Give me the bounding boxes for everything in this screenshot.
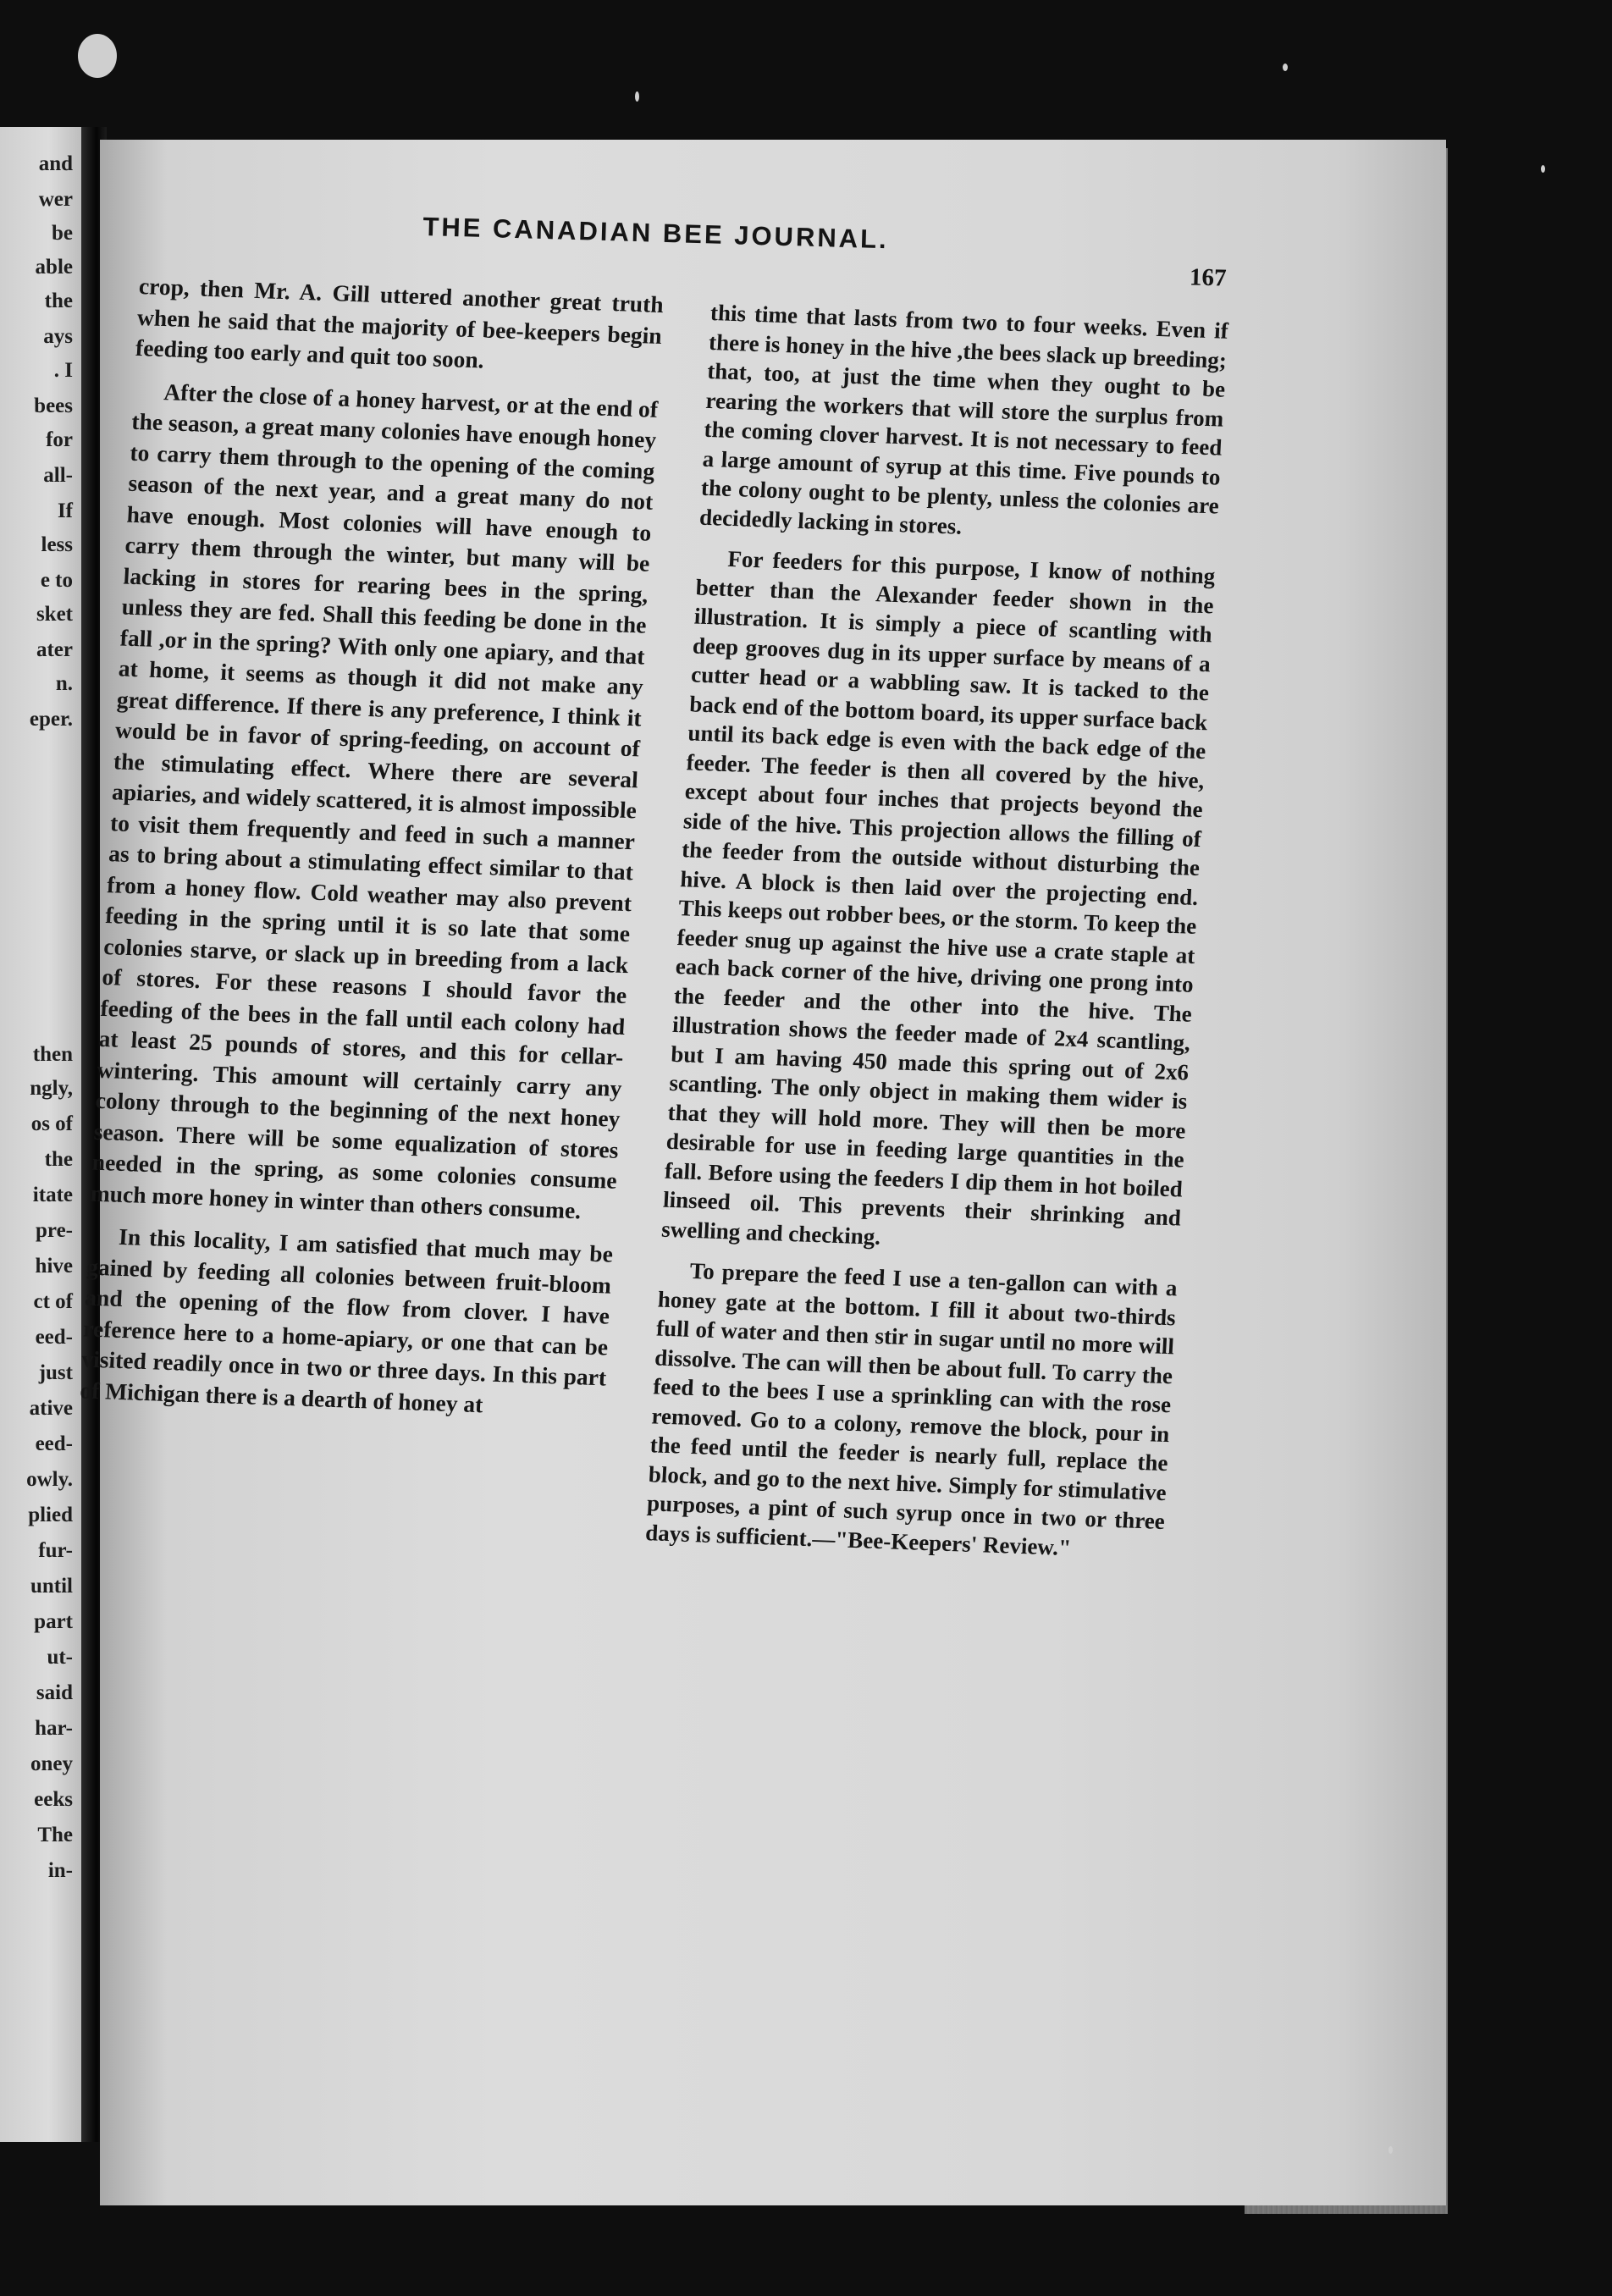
previous-page-fragment: all-	[43, 464, 73, 487]
page-number: 167	[1189, 263, 1227, 292]
previous-page-fragment: sket	[36, 603, 73, 626]
previous-page-fragment: ngly,	[30, 1077, 73, 1100]
left-text-column	[79, 271, 665, 1436]
previous-page-text-fragments	[0, 127, 81, 2142]
previous-page-fragment: ater	[36, 638, 73, 661]
previous-page-fragment: e to	[40, 569, 73, 592]
previous-page-fragment: If	[57, 499, 73, 522]
previous-page-fragment: for	[46, 428, 73, 451]
previous-page-fragment: ct of	[33, 1290, 73, 1313]
previous-page-fragment: The	[37, 1824, 73, 1846]
paragraph: crop, then Mr. A. Gill uttered another great truth when he said that the majority of bee-keepers begin feeding too early and quit too soon.	[135, 272, 665, 373]
previous-page-fragment: in-	[47, 1859, 73, 1882]
previous-page-fragment: then	[32, 1043, 73, 1066]
previous-page-fragment: plied	[28, 1504, 73, 1526]
previous-page-fragment: . I	[53, 359, 73, 382]
previous-page-fragment: har-	[35, 1717, 73, 1740]
previous-page-fragment: ative	[29, 1397, 73, 1420]
previous-page-fragment: until	[30, 1575, 73, 1598]
previous-page-fragment: owly.	[26, 1468, 73, 1491]
previous-page-fragment: eed-	[35, 1432, 73, 1455]
previous-page-fragment: n.	[55, 672, 73, 695]
scan-speck	[1388, 2146, 1393, 2154]
previous-page-fragment: ays	[43, 325, 73, 348]
previous-page-fragment: eed-	[35, 1326, 73, 1349]
previous-page-fragment: said	[36, 1681, 73, 1704]
previous-page-fragment: able	[35, 256, 73, 279]
previous-page-fragment: fur-	[38, 1539, 73, 1562]
previous-page-strip	[0, 127, 81, 2142]
previous-page-fragment: part	[34, 1610, 73, 1633]
previous-page-fragment: just	[38, 1361, 73, 1384]
scan-speck	[1541, 165, 1545, 173]
previous-page-fragment: be	[52, 222, 73, 245]
paragraph: this time that lasts from two to four weeks. Even if there is honey in the hive ,the bees slack up breeding; that, too, at just the time when they ought to be rearing the workers that will store the surplus from the coming clover harvest. It is not necessary to feed a large amount of syrup at this time. Five pounds to the colony ought to be plenty, unless the colonies are decidedly lacking in stores.	[698, 299, 1229, 539]
paragraph: To prepare the feed I use a ten-gallon can with a honey gate at the bottom. I fill it about two-thirds full of water and then stir in sugar until no more will dissolve. The can will then be about full. To carry the feed to the bees I use a sprinkling can with the rose removed. Go to a colony, remove the block, pour in the feed until the feeder is nearly full, replace the block, and go to the next hive. Simply for stimulative purposes, a pint of such syrup once in two or three days is sufficient.—"Bee-Keepers' Review."	[644, 1257, 1179, 1560]
previous-page-fragment: os of	[30, 1112, 73, 1135]
previous-page-fragment: eper.	[29, 708, 73, 731]
previous-page-fragment: eeks	[34, 1788, 73, 1811]
scan-speck	[1283, 63, 1288, 71]
previous-page-fragment: itate	[32, 1184, 73, 1206]
previous-page-fragment: hive	[35, 1255, 73, 1278]
previous-page-fragment: bees	[34, 395, 73, 417]
previous-page-fragment: pre-	[36, 1219, 73, 1242]
scan-speck	[635, 91, 639, 102]
previous-page-fragment: the	[44, 1148, 73, 1171]
paragraph: For feeders for this purpose, I know of nothing better than the Alexander feeder shown in the illustration. It is simply a piece of scantling with deep grooves dug in its upper surface by means of a cutter head or a wabbling saw. It is tacked to the back end of the bottom board, its upper surface back until its back edge is even with the back edge of the feeder. The feeder is then all covered by the hive, except about four inches that projects beyond the side of the hive. This projection allows the filling of the feeder from the outside without disturbing the hive. A block is then laid over the projecting end. This keeps out robber bees, or the storm. To keep the feeder snug up against the hive use a crate staple at each back corner of the hive, driving one prong into the feeder and the other into the hive. The illustration shows the feeder made of 2x4 scantling, but I am having 450 made this spring out of 2x6 scantling. The only object in making them wider is that they will hold more. They will then be more desirable for use in feeding large quantities in the fall. Before using the feeders I dip them in hot boiled linseed oil. This prevents their shrinking and swelling and checking.	[660, 545, 1217, 1250]
previous-page-fragment: less	[41, 533, 73, 556]
previous-page-fragment: oney	[30, 1752, 73, 1775]
previous-page-fragment: wer	[38, 188, 73, 211]
previous-page-fragment: the	[44, 290, 73, 312]
previous-page-fragment: ut-	[47, 1646, 73, 1669]
paragraph: After the close of a honey harvest, or at the end of the season, a great many colonies have enough honey to carry them through to the opening of the coming season of the next year, and a great many do not have enough. Most colonies will have enough to carry them through the winter, but many will be lacking in stores for rearing bees in the spring, unless they are fed. Shall this feeding be done in the fall ,or in the spring? With only one apiary, and that at home, it seems as though it did not make any great difference. If there is any preference, I think it would be in favor of spring-feeding, on account of the stimulating effect. Where there are several apiaries, and widely scattered, it is almost impossible to visit them frequently and feed in such a manner as to bring about a stimulating effect similar to that from a honey flow. Cold weather may also prevent feeding in the spring until it is so late that some colonies starve, or slack up in breeding from a lack of stores. For these reasons I should favor the feeding of the bees in the fall until each colony had at least 25 pounds of stores, and this for cellar-wintering. This amount will certainly carry any colony through to the beginning of the next honey season. There will be some equalization of stores needed in the spring, as some colonies consume much more honey in winter than others consume.	[90, 378, 659, 1223]
scan-speck	[78, 34, 117, 78]
paragraph: In this locality, I am satisfied that much may be gained by feeding all colonies between fruit-bloom and the opening of the flow from clover. I have reference here to a home-apiary, or one that can be visited readily once in two or three days. In this part of Michigan there is a dearth of honey at	[79, 1223, 614, 1417]
right-text-column	[644, 298, 1229, 1577]
running-header: THE CANADIAN BEE JOURNAL.	[422, 212, 890, 255]
previous-page-fragment: and	[38, 152, 73, 175]
